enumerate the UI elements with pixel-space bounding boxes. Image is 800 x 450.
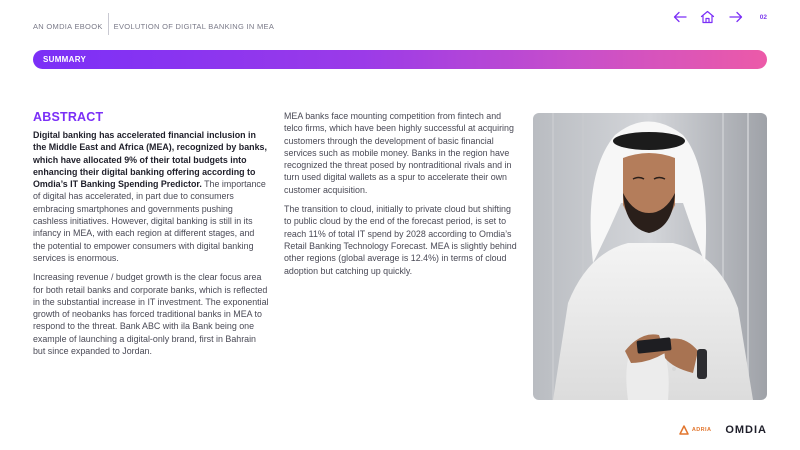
omdia-logo: OMDIA [725, 424, 767, 436]
abstract-heading: ABSTRACT [33, 110, 104, 124]
abstract-paragraph-1 [33, 129, 269, 264]
ebook-title: EVOLUTION OF DIGITAL BANKING IN MEA [113, 21, 275, 31]
arrow-left-icon [673, 11, 687, 23]
ebook-label: AN OMDIA EBOOK [33, 21, 103, 31]
abstract-paragraph-2: Increasing revenue / budget growth is the clear focus area for both retail banks and corporate banks, which is reflected in the substantial increase in IT investment. The exponential growth of neobanks has forced traditional banks in MEA to respond to the threat. Bank ABC with ila Bank being one example of launching a digital-only brand, first in Bahrain but since expanded to Jordan. [33, 272, 269, 357]
next-page-button[interactable] [728, 9, 744, 25]
adria-mark-icon [679, 425, 689, 435]
adria-logo [679, 425, 711, 435]
header-breadcrumb [33, 15, 274, 37]
prev-page-button[interactable] [672, 9, 688, 25]
abstract-lead-rest: The importance of digital has accelerated, in part due to consumers embracing smartphones and governments pushing cashless initiatives. However, digital banking is still in its infancy in MEA, with each region at different stages, and the potential to empower consumers with digital banking services is enormous. [33, 179, 266, 263]
header-divider [108, 13, 109, 35]
adria-logo-text: ADRIA [691, 427, 712, 433]
section-banner [33, 50, 767, 69]
page-number: 02 [759, 13, 767, 21]
header [0, 0, 800, 40]
abstract-column [33, 110, 269, 364]
abstract-lead-bold: Digital banking has accelerated financial inclusion in the Middle East and Africa (MEA), recognized by banks, which have allocated 9% of their total budgets into enhancing their digital banking offering according to Omdia’s IT Banking Spending Predictor. [33, 130, 267, 190]
footer-logos [679, 424, 767, 436]
cloud-paragraph: The transition to cloud, initially to private cloud but shifting to public cloud by the end of the forecast period, is set to reach 11% of total IT spend by 2028 according to Omdia’s Retail Banking Technology Forecast. MEA is slightly behind other regions (global average is 12.4%) in terms of cloud adoption but catching up quickly. [284, 204, 517, 276]
section-label: SUMMARY [43, 55, 87, 64]
home-icon [700, 10, 715, 24]
man-using-phone-photo [533, 113, 767, 400]
home-button[interactable] [700, 9, 716, 25]
second-column [284, 110, 520, 284]
photo-illustration [533, 113, 767, 400]
arrow-right-icon [729, 11, 743, 23]
page-navigation [672, 9, 767, 25]
competition-paragraph: MEA banks face mounting competition from fintech and telco firms, which have been highly successful at acquiring customers through the development of basic financial services such as mobile money. Banks in the region have recognized the threat posed by nontraditional rivals and in turn used digital wallets as a spur to accelerate their own customer acquisition. [284, 111, 514, 195]
